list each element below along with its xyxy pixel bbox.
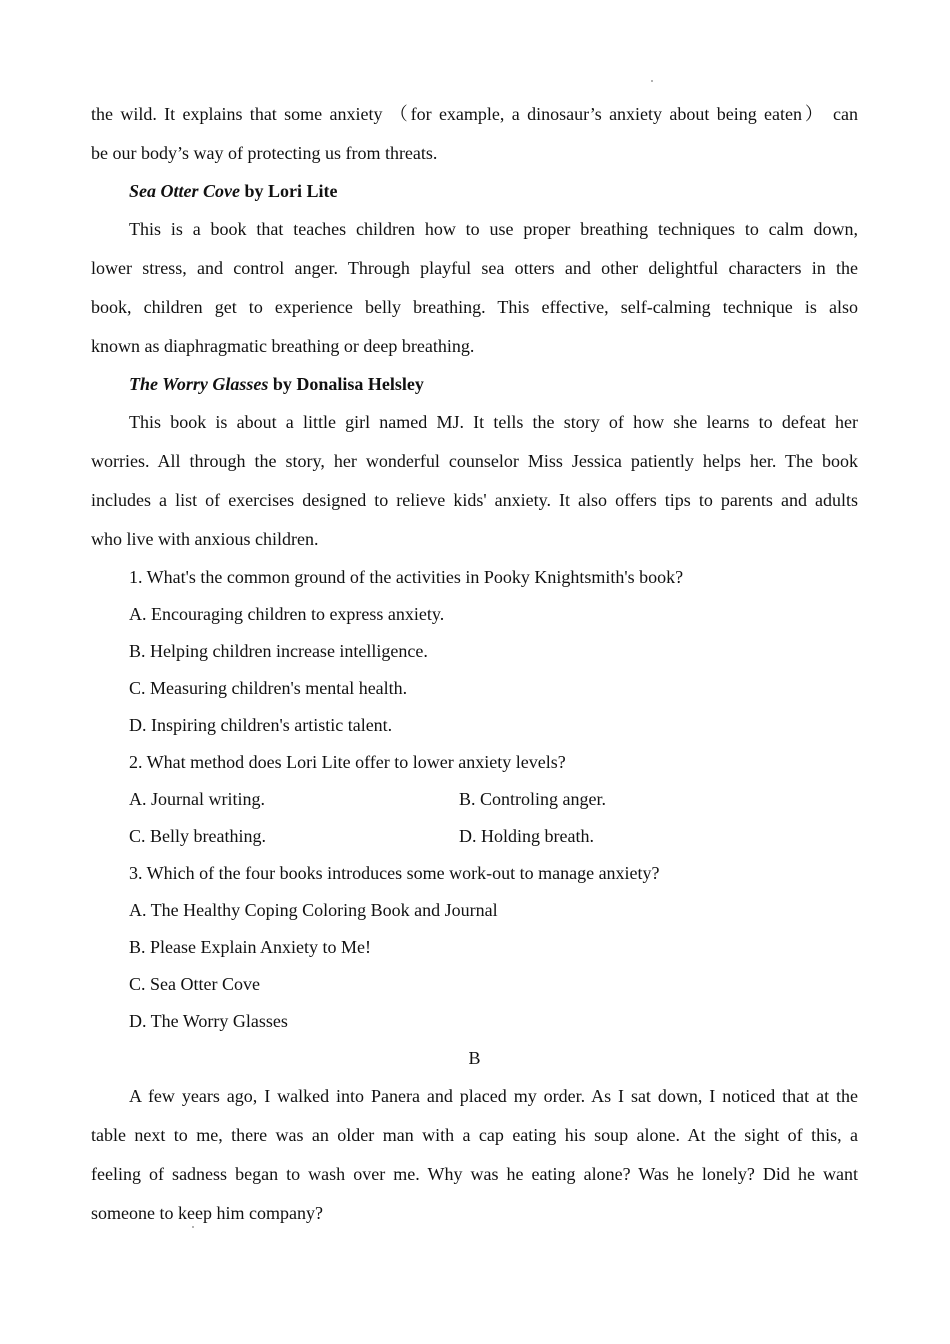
- book-author: by Lori Lite: [239, 181, 338, 201]
- question-option: D. Holding breath.: [459, 826, 594, 846]
- book-title: Sea Otter Cove: [129, 181, 240, 201]
- passage-b-line: someone to keep him company?: [91, 1203, 323, 1223]
- passage-a-line: be our body’s way of protecting us from threats.: [91, 143, 438, 163]
- section-heading: B: [468, 1048, 481, 1068]
- option-row: [91, 781, 858, 818]
- passage-b-line: table next to me, there was an older man with a cap eating his soup alone. At the sight of this, a: [91, 1125, 858, 1145]
- question-option: A. The Healthy Coping Coloring Book and Journal: [129, 900, 498, 920]
- question-option: C. Sea Otter Cove: [129, 974, 260, 994]
- book-description-line: worries. All through the story, her wonderful counselor Miss Jessica patiently helps her. The book: [91, 451, 858, 471]
- question-stem: 2. What method does Lori Lite offer to lower anxiety levels?: [129, 752, 566, 772]
- question-option: C. Measuring children's mental health.: [129, 678, 408, 698]
- book-description-line: book, children get to experience belly breathing. This effective, self-calming technique is also: [91, 297, 858, 317]
- question-option: A. Encouraging children to express anxiety.: [129, 604, 445, 624]
- question-option: C. Belly breathing.: [129, 826, 266, 846]
- question-option: B. Please Explain Anxiety to Me!: [129, 937, 371, 957]
- question-option: A. Journal writing.: [129, 789, 265, 809]
- option-row: [91, 818, 858, 855]
- question-stem: 3. Which of the four books introduces some work-out to manage anxiety?: [129, 863, 660, 883]
- question-option: B. Helping children increase intelligence.: [129, 641, 428, 661]
- question-option: D. The Worry Glasses: [129, 1011, 288, 1031]
- question-stem: 1. What's the common ground of the activities in Pooky Knightsmith's book?: [129, 567, 684, 587]
- question-option: B. Controling anger.: [459, 789, 606, 809]
- book-heading-worry-glasses: [91, 366, 858, 403]
- book-description-line: This is a book that teaches children how to use proper breathing techniques to calm down,: [129, 219, 858, 239]
- passage-b-line: A few years ago, I walked into Panera and placed my order. As I sat down, I noticed that at the: [129, 1086, 858, 1106]
- passage-a-line: the wild. It explains that some anxiety （for example, a dinosaur’s anxiety about being eaten） can: [91, 104, 858, 124]
- scan-mark-top: [651, 80, 653, 82]
- book-description-line: includes a list of exercises designed to relieve kids' anxiety. It also offers tips to parents and adults: [91, 490, 858, 510]
- book-title: The Worry Glasses: [129, 374, 269, 394]
- book-description-line: who live with anxious children.: [91, 529, 319, 549]
- book-author: by Donalisa Helsley: [268, 374, 424, 394]
- book-heading-sea-otter-cove: [91, 173, 858, 210]
- book-description-line: This book is about a little girl named MJ. It tells the story of how she learns to defeat her: [129, 412, 858, 432]
- book-description-line: known as diaphragmatic breathing or deep breathing.: [91, 336, 475, 356]
- book-description-line: lower stress, and control anger. Through playful sea otters and other delightful characters in the: [91, 258, 858, 278]
- document-page: [91, 95, 858, 1233]
- passage-b-line: feeling of sadness began to wash over me. Why was he eating alone? Was he lonely? Did he want: [91, 1164, 858, 1184]
- question-option: D. Inspiring children's artistic talent.: [129, 715, 393, 735]
